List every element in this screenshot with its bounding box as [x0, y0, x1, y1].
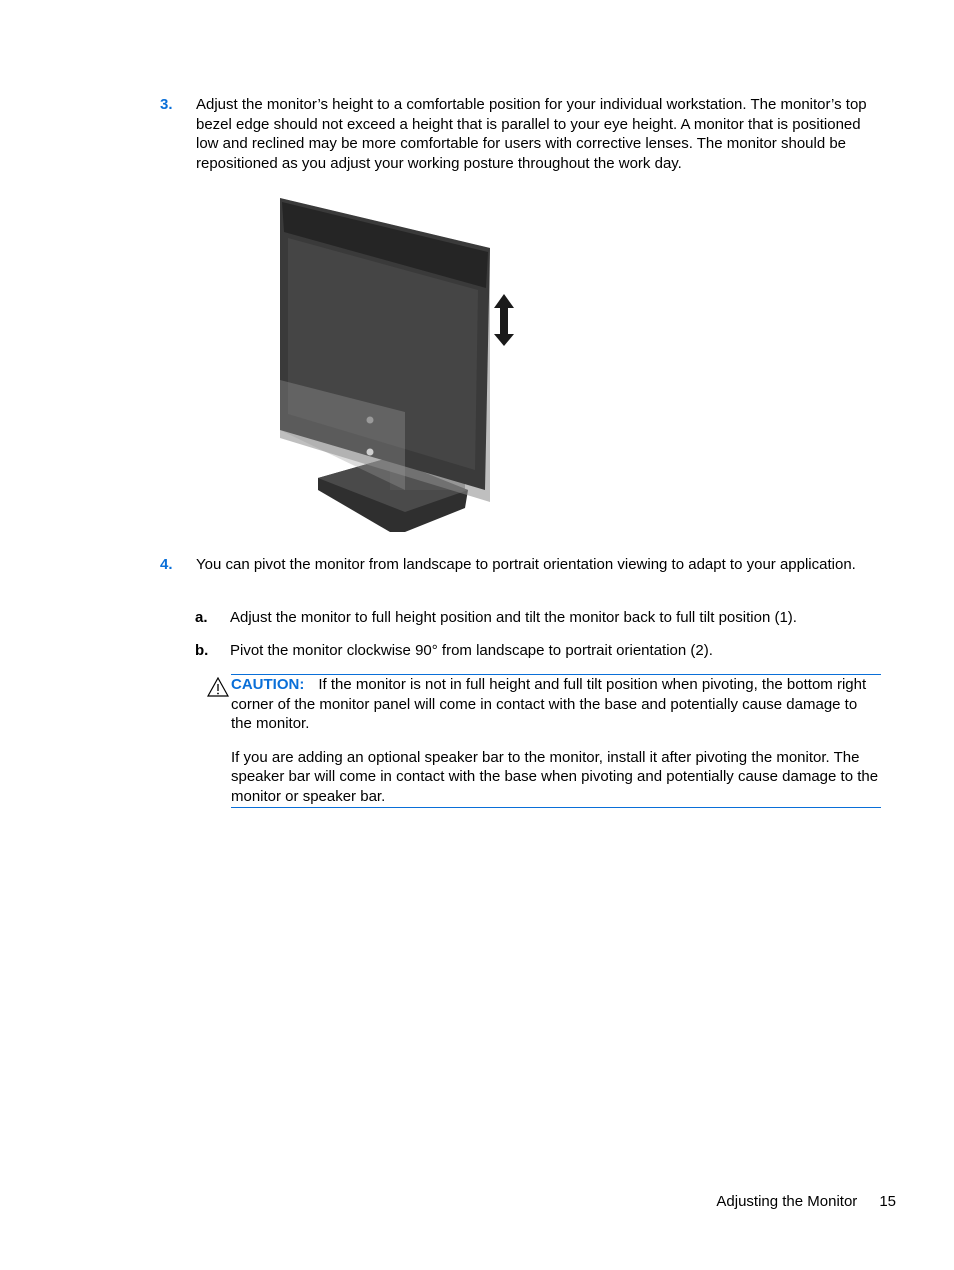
monitor-illustration-svg [270, 190, 530, 535]
substep-letter: b. [195, 642, 209, 659]
step-4 [160, 555, 885, 575]
step-text: You can pivot the monitor from landscape to portrait orientation viewing to adapt to your application. [196, 556, 856, 573]
caution-paragraph [231, 675, 881, 734]
footer-section-title: Adjusting the Monitor [716, 1193, 858, 1210]
caution-paragraph-2: If you are adding an optional speaker bar to the monitor, install it after pivoting the monitor. The speaker bar will come in contact with the base when pivoting and potentially cause damage to the monitor or speaker bar. [231, 748, 879, 805]
substep-text: Pivot the monitor clockwise 90° from landscape to portrait orientation (2). [230, 642, 713, 659]
page-number: 15 [879, 1193, 896, 1210]
caution-notice [231, 674, 881, 808]
substep-text: Adjust the monitor to full height position and tilt the monitor back to full tilt position (1). [230, 609, 797, 626]
monitor-height-illustration [270, 190, 530, 535]
substep-b [195, 641, 885, 661]
substep-a [195, 608, 885, 628]
substep-letter: a. [195, 609, 208, 626]
step-number: 3. [160, 96, 173, 113]
hp-logo-icon [367, 417, 374, 424]
page-footer [716, 1192, 896, 1212]
step-3 [160, 95, 885, 173]
double-arrow-vertical-icon [494, 294, 514, 346]
hp-logo-ghost-icon [367, 449, 374, 456]
caution-text: If the monitor is not in full height and full tilt position when pivoting, the bottom right corner of the monitor panel will come in contact with the base and potentially cause damage to the monitor. [231, 676, 867, 732]
caution-label: CAUTION: [231, 676, 305, 693]
warning-triangle-icon [207, 677, 229, 697]
step-text: Adjust the monitor’s height to a comfortable position for your individual workstation. The monitor’s top bezel edge should not exceed a height that is parallel to your eye height. A monitor that is positioned low and reclined may be more comfortable for users with corrective lenses. The monitor should be repositioned as you adjust your working posture throughout the work day. [196, 96, 867, 172]
step-number: 4. [160, 556, 173, 573]
